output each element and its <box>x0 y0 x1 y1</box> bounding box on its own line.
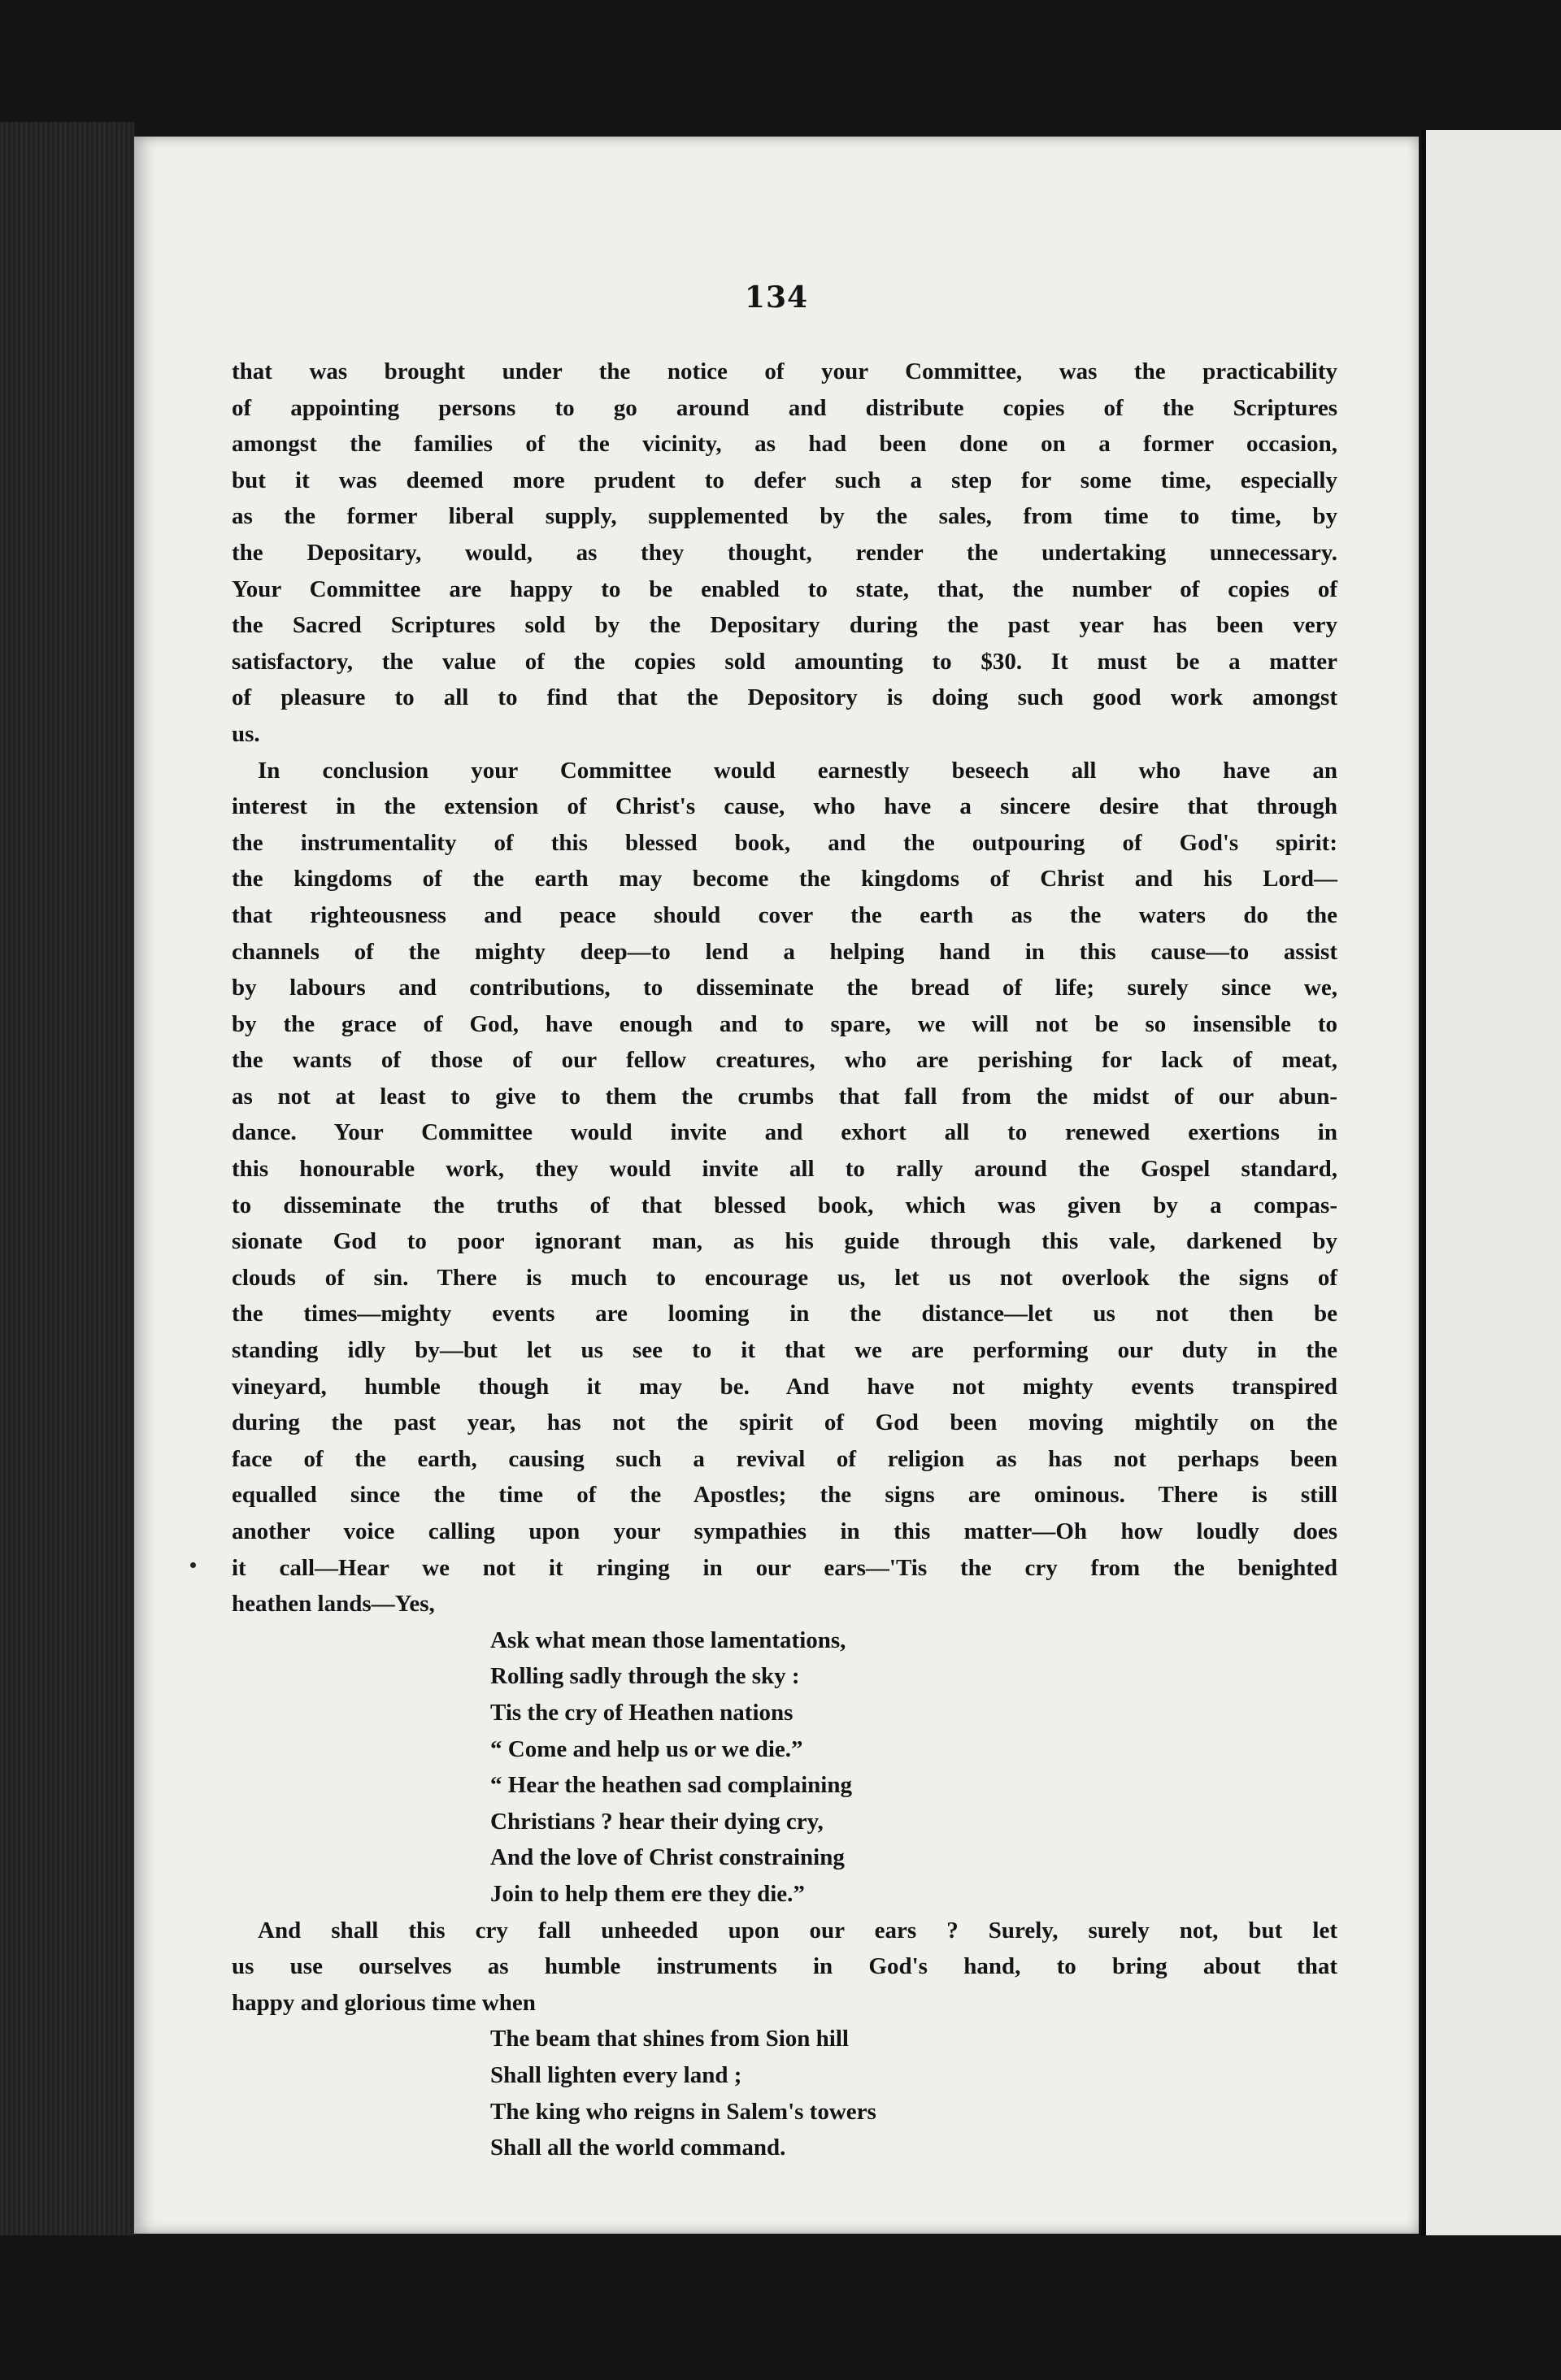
paragraph-1-line: but it was deemed more prudent to defer such a step for some time, especially <box>232 467 1337 493</box>
paragraph-2-line: during the past year, has not the spirit of God been moving mightily on the <box>232 1409 1337 1436</box>
paragraph-1-line: us. <box>232 720 260 747</box>
paragraph-2-line: dance. Your Committee would invite and exhort all to renewed exertions in <box>232 1119 1337 1146</box>
paragraph-2-line: sionate God to poor ignorant man, as his guide through this vale, darkened by <box>232 1228 1337 1255</box>
paragraph-1-line: satisfactory, the value of the copies sold amounting to $30. It must be a matter <box>232 648 1337 675</box>
paragraph-2-line: heathen lands—Yes, <box>232 1591 435 1618</box>
book-page <box>134 137 1419 2234</box>
paragraph-1-line: the Sacred Scriptures sold by the Depositary during the past year has been very <box>232 612 1337 639</box>
page-body <box>232 354 1337 2166</box>
paragraph-2-line: that righteousness and peace should cover the earth as the waters do the <box>232 901 1337 928</box>
paragraph-2-line: clouds of sin. There is much to encourage us, let us not overlook the signs of <box>232 1264 1337 1291</box>
ink-speck <box>120 122 124 130</box>
paragraph-1-line: as the former liberal supply, supplemented by the sales, from time to time, by <box>232 503 1337 530</box>
paragraph-2-line: it call—Hear we not it ringing in our ears—'Tis the cry from the benighted <box>232 1554 1337 1581</box>
ink-speck <box>190 1562 196 1568</box>
poem-1-line: “ Hear the heathen sad complaining <box>490 1772 852 1799</box>
poem-1-line: Rolling sadly through the sky : <box>490 1663 800 1690</box>
paragraph-1-line: that was brought under the notice of your Committee, was the practicability <box>232 358 1337 384</box>
paragraph-2-line: the times—mighty events are looming in the distance—let us not then be <box>232 1301 1337 1327</box>
paragraph-2-line: channels of the mighty deep—to lend a helping hand in this cause—to assist <box>232 938 1337 965</box>
book-binding <box>0 122 134 2235</box>
paragraph-2-line: by labours and contributions, to disseminate the bread of life; surely since we, <box>232 975 1337 1001</box>
poem-1-line: Christians ? hear their dying cry, <box>490 1808 824 1835</box>
paragraph-2-line: standing idly by—but let us see to it that we are performing our duty in the <box>232 1337 1337 1364</box>
paragraph-2-line: vineyard, humble though it may be. And have not mighty events transpired <box>232 1373 1337 1400</box>
paragraph-2-line: face of the earth, causing such a revival of religion as has not perhaps been <box>232 1445 1337 1472</box>
poem-1-line: “ Come and help us or we die.” <box>490 1735 803 1762</box>
poem-1-line: Ask what mean those lamentations, <box>490 1626 846 1653</box>
paragraph-1-line: the Depositary, would, as they thought, render the undertaking unnecessary. <box>232 539 1337 566</box>
paragraph-3-line: And shall this cry fall unheeded upon our ears ? Surely, surely not, but let <box>258 1917 1337 1944</box>
adjacent-page-edge <box>1421 130 1561 2235</box>
paragraph-1 <box>232 354 1337 753</box>
paragraph-1-line: amongst the families of the vicinity, as had been done on a former occasion, <box>232 431 1337 458</box>
paragraph-2-line: interest in the extension of Christ's cause, who have a sincere desire that through <box>232 793 1337 820</box>
poem-1-line: And the love of Christ constraining <box>490 1844 845 1871</box>
paragraph-2-line: as not at least to give to them the crumbs that fall from the midst of our abun- <box>232 1083 1337 1110</box>
paragraph-1-line: of pleasure to all to find that the Depository is doing such good work amongst <box>232 684 1337 711</box>
paragraph-2-line: by the grace of God, have enough and to spare, we will not be so insensible to <box>232 1010 1337 1037</box>
poem-2-line: Shall all the world command. <box>490 2135 786 2161</box>
paragraph-2-line: the kingdoms of the earth may become the kingdoms of Christ and his Lord— <box>232 866 1337 892</box>
paragraph-2 <box>232 753 1337 1622</box>
paragraph-3-line: happy and glorious time when <box>232 1989 536 2016</box>
paragraph-2-line: this honourable work, they would invite all to rally around the Gospel standard, <box>232 1156 1337 1183</box>
paragraph-2-line: to disseminate the truths of that blessed book, which was given by a compas- <box>232 1192 1337 1218</box>
poem-stanza-1 <box>490 1622 1337 1913</box>
paragraph-2-line: the instrumentality of this blessed book, and the outpouring of God's spirit: <box>232 829 1337 856</box>
poem-1-line: Join to help them ere they die.” <box>490 1880 805 1907</box>
poem-stanza-2 <box>490 2021 1337 2165</box>
paragraph-2-line: In conclusion your Committee would earnestly beseech all who have an <box>258 757 1337 784</box>
paragraph-3 <box>232 1913 1337 2022</box>
paragraph-2-line: the wants of those of our fellow creatures, who are perishing for lack of meat, <box>232 1047 1337 1074</box>
paragraph-2-line: equalled since the time of the Apostles; the signs are ominous. There is still <box>232 1482 1337 1509</box>
poem-2-line: Shall lighten every land ; <box>490 2061 742 2088</box>
paragraph-3-line: us use ourselves as humble instruments in God's hand, to bring about that <box>232 1953 1337 1980</box>
paragraph-2-line: another voice calling upon your sympathies in this matter—Oh how loudly does <box>232 1518 1337 1544</box>
poem-1-line: Tis the cry of Heathen nations <box>490 1699 794 1726</box>
poem-2-line: The king who reigns in Salem's towers <box>490 2098 876 2125</box>
page-number: 134 <box>744 280 809 315</box>
poem-2-line: The beam that shines from Sion hill <box>490 2026 849 2052</box>
paragraph-1-line: Your Committee are happy to be enabled to state, that, the number of copies of <box>232 575 1337 602</box>
paragraph-1-line: of appointing persons to go around and distribute copies of the Scriptures <box>232 394 1337 421</box>
